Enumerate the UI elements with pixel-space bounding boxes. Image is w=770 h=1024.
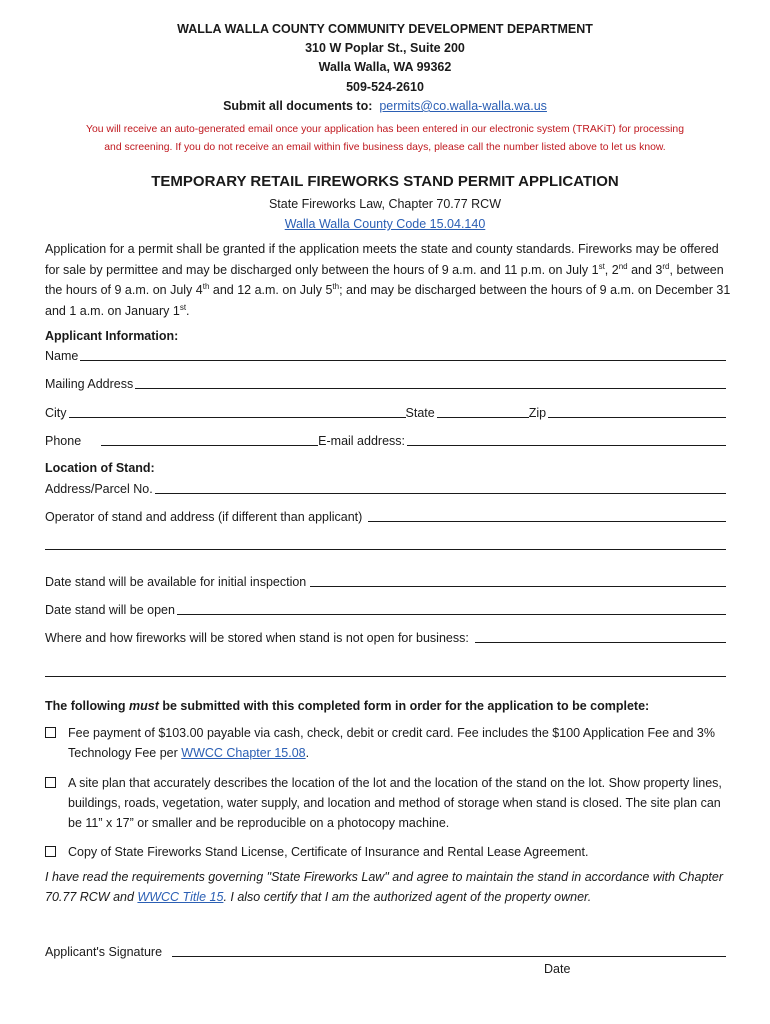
- certification-text: . I also certify that I am the authorized agent of the property owner.: [223, 889, 592, 904]
- requirement-fee: [45, 723, 735, 763]
- operator-row: [45, 505, 726, 525]
- requirements-heading-emphasis: must: [129, 699, 159, 713]
- requirement-license-text: Copy of State Fireworks Stand License, Certificate of Insurance and Rental Lease Agreement.: [68, 845, 589, 859]
- name-field[interactable]: [80, 347, 726, 361]
- requirement-fee-end: .: [305, 746, 310, 760]
- intro-text: , 2: [604, 262, 619, 277]
- email-field[interactable]: [407, 432, 726, 446]
- open-date-field[interactable]: [177, 601, 726, 615]
- date-label: Date: [544, 962, 571, 976]
- intro-text: .: [186, 303, 190, 318]
- city-field[interactable]: [69, 404, 406, 418]
- parcel-row: [45, 477, 726, 497]
- inspection-label: Date stand will be available for initial inspection: [45, 575, 307, 589]
- signature-row: [45, 940, 726, 960]
- intro-text: , between the hours of 9 a.m. on July 4: [45, 262, 724, 297]
- form-subtitle: State Fireworks Law, Chapter 70.77 RCW: [268, 197, 502, 211]
- department-name: WALLA WALLA COUNTY COMMUNITY DEVELOPMENT DEPARTMENT: [177, 22, 593, 36]
- open-date-row: [45, 598, 726, 618]
- certification-statement: [45, 868, 735, 907]
- wwcc-title-link[interactable]: WWCC Title 15: [137, 889, 224, 904]
- form-title: TEMPORARY RETAIL FIREWORKS STAND PERMIT APPLICATION: [151, 173, 619, 190]
- checkbox-icon[interactable]: [45, 846, 56, 857]
- signature-label: Applicant's Signature: [45, 945, 163, 959]
- email-notice-line-1: You will receive an auto-generated email once your application has been entered in our electronic system (TRAKiT) for processing: [86, 124, 684, 135]
- operator-label: Operator of stand and address (if different than applicant): [45, 510, 363, 524]
- city-state-zip-row: [45, 401, 726, 421]
- ordinal-suffix: nd: [618, 261, 628, 271]
- location-heading: Location of Stand:: [45, 461, 155, 475]
- email-notice: [30, 121, 740, 157]
- city-label: City: [45, 406, 67, 420]
- inspection-row: [45, 570, 726, 590]
- requirements-heading: [45, 697, 649, 715]
- name-row: [45, 344, 726, 364]
- parcel-field[interactable]: [155, 480, 726, 494]
- ordinal-suffix: st: [598, 261, 605, 271]
- wwcc-chapter-link[interactable]: WWCC Chapter 15.08: [181, 746, 306, 760]
- department-phone: 509-524-2610: [346, 80, 424, 94]
- zip-field[interactable]: [548, 404, 726, 418]
- storage-field-line-2[interactable]: [45, 676, 726, 677]
- intro-text: and 3: [627, 262, 663, 277]
- inspection-field[interactable]: [310, 573, 726, 587]
- mailing-address-row: [45, 372, 726, 392]
- email-label: E-mail address:: [318, 434, 405, 448]
- submit-label: Submit all documents to:: [223, 99, 380, 113]
- operator-field[interactable]: [368, 508, 726, 522]
- intro-text: and 12 a.m. on July 5: [209, 283, 333, 297]
- ordinal-suffix: th: [202, 281, 210, 291]
- intro-text: ; and may be discharged between the hours of 9 a.m. on December 31 and 1 a.m. on January 1: [45, 283, 731, 318]
- signature-field[interactable]: [172, 943, 726, 957]
- zip-label: Zip: [528, 406, 547, 420]
- open-date-label: Date stand will be open: [45, 603, 175, 617]
- requirement-license: [45, 842, 735, 862]
- checkbox-icon[interactable]: [45, 777, 56, 788]
- requirement-site-plan: [45, 773, 735, 833]
- email-notice-line-2: and screening. If you do not receive an email within five business days, please call the number listed above to let us know.: [104, 142, 666, 153]
- phone-email-row: [45, 429, 726, 449]
- requirement-fee-description: Fee payment of $103.00 payable via cash, check, debit or credit card. Fee includes the $100 Application Fee and 3% Technology Fee per: [68, 726, 715, 760]
- intro-paragraph: [45, 239, 735, 321]
- requirements-heading-text: be submitted with this completed form in order for the application to be complete:: [158, 699, 650, 713]
- ordinal-suffix: st: [179, 302, 187, 312]
- ordinal-suffix: rd: [662, 261, 670, 271]
- phone-field[interactable]: [101, 432, 318, 446]
- storage-row: [45, 626, 726, 646]
- state-label: State: [405, 406, 435, 420]
- requirement-site-plan-text: A site plan that accurately describes the location of the lot and the location of the stand on the lot. Show property lines, buildings, roads, vegetation, water supply, and location and method of storage when stand is closed. The site plan can be 11” x 17” or smaller and be reproducible on a photocopy machine.: [68, 776, 722, 830]
- ordinal-suffix: th: [332, 281, 340, 291]
- applicant-info-heading: Applicant Information:: [45, 329, 179, 343]
- mailing-address-field[interactable]: [135, 375, 726, 389]
- state-field[interactable]: [437, 404, 529, 418]
- intro-text: Application for a permit shall be granted if the application meets the state and county standards. Fireworks may be offered for sale by permittee and may be discharged only between the hours of 9 a.m. and 11 p.m. on July 1: [45, 242, 719, 277]
- name-label: Name: [45, 349, 79, 363]
- mailing-address-label: Mailing Address: [45, 377, 134, 391]
- requirement-fee-text: [68, 723, 735, 763]
- department-address-street: 310 W Poplar St., Suite 200: [305, 41, 465, 55]
- department-address-city: Walla Walla, WA 99362: [318, 60, 452, 74]
- submit-line: [0, 97, 770, 116]
- checkbox-icon[interactable]: [45, 727, 56, 738]
- storage-label: Where and how fireworks will be stored when stand is not open for business:: [45, 631, 469, 645]
- county-code-line: [0, 214, 770, 234]
- county-code-link[interactable]: Walla Walla County Code 15.04.140: [284, 217, 486, 231]
- requirements-heading-text: The following: [45, 699, 130, 713]
- phone-label: Phone: [45, 434, 82, 448]
- submit-email-link[interactable]: permits@co.walla-walla.wa.us: [379, 99, 547, 113]
- parcel-label: Address/Parcel No.: [45, 482, 153, 496]
- storage-field[interactable]: [475, 629, 726, 643]
- operator-field-line-2[interactable]: [45, 549, 726, 550]
- certification-text: I have read the requirements governing "State Fireworks Law" and agree to maintain the stand in accordance with Chapter 70.77 RCW and: [45, 870, 724, 904]
